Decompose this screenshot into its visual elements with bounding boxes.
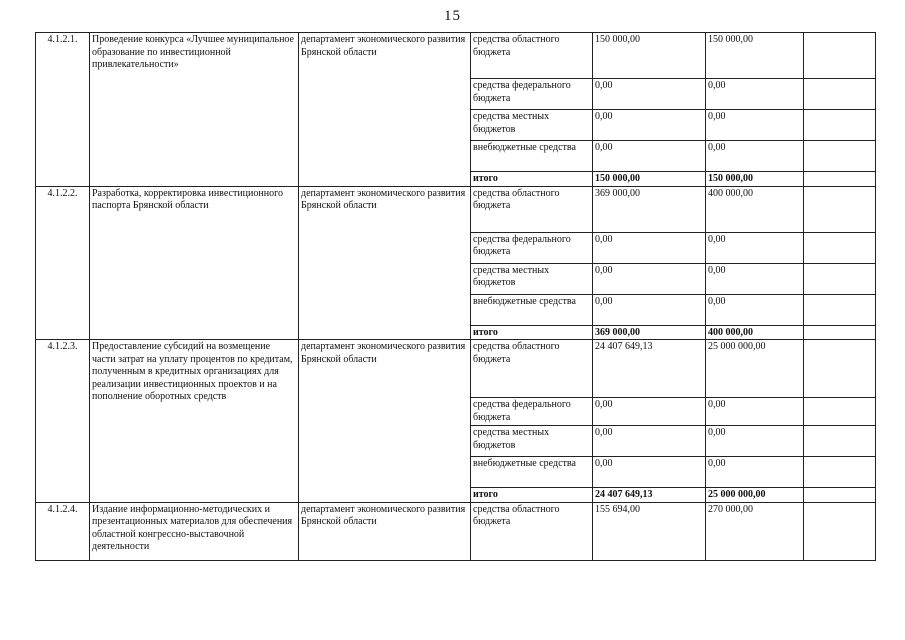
- amount-cell-year1: 0,00: [593, 141, 706, 172]
- amount-cell-year1: 0,00: [593, 232, 706, 263]
- funding-source-cell: итого: [471, 325, 593, 340]
- amount-cell-year1: 369 000,00: [593, 325, 706, 340]
- empty-cell: [804, 325, 876, 340]
- funding-source-cell: итого: [471, 488, 593, 503]
- amount-cell-year2: 0,00: [706, 141, 804, 172]
- amount-cell-year1: 369 000,00: [593, 186, 706, 232]
- empty-cell: [804, 502, 876, 560]
- amount-cell-year2: 0,00: [706, 232, 804, 263]
- budget-table: [35, 32, 876, 561]
- amount-cell-year1: 0,00: [593, 294, 706, 325]
- amount-cell-year2: 0,00: [706, 457, 804, 488]
- amount-cell-year1: 0,00: [593, 426, 706, 457]
- amount-cell-year2: 0,00: [706, 294, 804, 325]
- funding-row: [36, 186, 876, 232]
- amount-cell-year1: 0,00: [593, 457, 706, 488]
- executor-cell: департамент экономического развития Брянской области: [299, 186, 471, 340]
- funding-source-cell: внебюджетные средства: [471, 141, 593, 172]
- amount-cell-year2: 0,00: [706, 398, 804, 426]
- code-cell: 4.1.2.4.: [36, 502, 90, 560]
- funding-source-cell: средства местных бюджетов: [471, 426, 593, 457]
- amount-cell-year2: 150 000,00: [706, 33, 804, 79]
- amount-cell-year1: 0,00: [593, 79, 706, 110]
- amount-cell-year2: 25 000 000,00: [706, 488, 804, 503]
- executor-cell: департамент экономического развития Брянской области: [299, 33, 471, 187]
- funding-source-cell: средства местных бюджетов: [471, 263, 593, 294]
- amount-cell-year2: 0,00: [706, 110, 804, 141]
- empty-cell: [804, 294, 876, 325]
- funding-source-cell: средства местных бюджетов: [471, 110, 593, 141]
- funding-source-cell: средства федерального бюджета: [471, 79, 593, 110]
- executor-cell: департамент экономического развития Брянской области: [299, 502, 471, 560]
- funding-source-cell: средства областного бюджета: [471, 186, 593, 232]
- empty-cell: [804, 110, 876, 141]
- funding-source-cell: внебюджетные средства: [471, 457, 593, 488]
- amount-cell-year2: 0,00: [706, 79, 804, 110]
- amount-cell-year1: 150 000,00: [593, 172, 706, 187]
- empty-cell: [804, 33, 876, 79]
- page-number: 15: [444, 8, 461, 24]
- funding-row: [36, 33, 876, 79]
- amount-cell-year1: 24 407 649,13: [593, 340, 706, 398]
- funding-source-cell: итого: [471, 172, 593, 187]
- empty-cell: [804, 398, 876, 426]
- measure-name-cell: Издание информационно-методических и презентационных материалов для обеспечения областной конгрессно-выставочной деятельности: [90, 502, 299, 560]
- funding-row: [36, 502, 876, 560]
- empty-cell: [804, 232, 876, 263]
- amount-cell-year1: 24 407 649,13: [593, 488, 706, 503]
- empty-cell: [804, 426, 876, 457]
- empty-cell: [804, 488, 876, 503]
- amount-cell-year2: 270 000,00: [706, 502, 804, 560]
- funding-source-cell: средства федерального бюджета: [471, 232, 593, 263]
- executor-cell: департамент экономического развития Брянской области: [299, 340, 471, 503]
- code-cell: 4.1.2.3.: [36, 340, 90, 503]
- funding-source-cell: средства областного бюджета: [471, 502, 593, 560]
- amount-cell-year2: 0,00: [706, 263, 804, 294]
- measure-name-cell: Разработка, корректировка инвестиционного паспорта Брянской области: [90, 186, 299, 340]
- amount-cell-year1: 150 000,00: [593, 33, 706, 79]
- amount-cell-year2: 150 000,00: [706, 172, 804, 187]
- amount-cell-year1: 0,00: [593, 110, 706, 141]
- empty-cell: [804, 141, 876, 172]
- code-cell: 4.1.2.1.: [36, 33, 90, 187]
- empty-cell: [804, 186, 876, 232]
- code-cell: 4.1.2.2.: [36, 186, 90, 340]
- funding-source-cell: внебюджетные средства: [471, 294, 593, 325]
- empty-cell: [804, 172, 876, 187]
- amount-cell-year2: 400 000,00: [706, 325, 804, 340]
- measure-name-cell: Проведение конкурса «Лучшее муниципальное образование по инвестиционной привлекательности»: [90, 33, 299, 187]
- empty-cell: [804, 79, 876, 110]
- empty-cell: [804, 340, 876, 398]
- measure-name-cell: Предоставление субсидий на возмещение части затрат на уплату процентов по кредитам, полученным в кредитных организациях для реализации инвестиционных проектов и на пополнение оборотных средств: [90, 340, 299, 503]
- amount-cell-year2: 400 000,00: [706, 186, 804, 232]
- funding-source-cell: средства областного бюджета: [471, 340, 593, 398]
- funding-source-cell: средства федерального бюджета: [471, 398, 593, 426]
- amount-cell-year1: 0,00: [593, 263, 706, 294]
- amount-cell-year1: 155 694,00: [593, 502, 706, 560]
- funding-source-cell: средства областного бюджета: [471, 33, 593, 79]
- amount-cell-year2: 25 000 000,00: [706, 340, 804, 398]
- amount-cell-year2: 0,00: [706, 426, 804, 457]
- empty-cell: [804, 457, 876, 488]
- amount-cell-year1: 0,00: [593, 398, 706, 426]
- budget-table-body: [36, 33, 876, 561]
- empty-cell: [804, 263, 876, 294]
- funding-row: [36, 340, 876, 398]
